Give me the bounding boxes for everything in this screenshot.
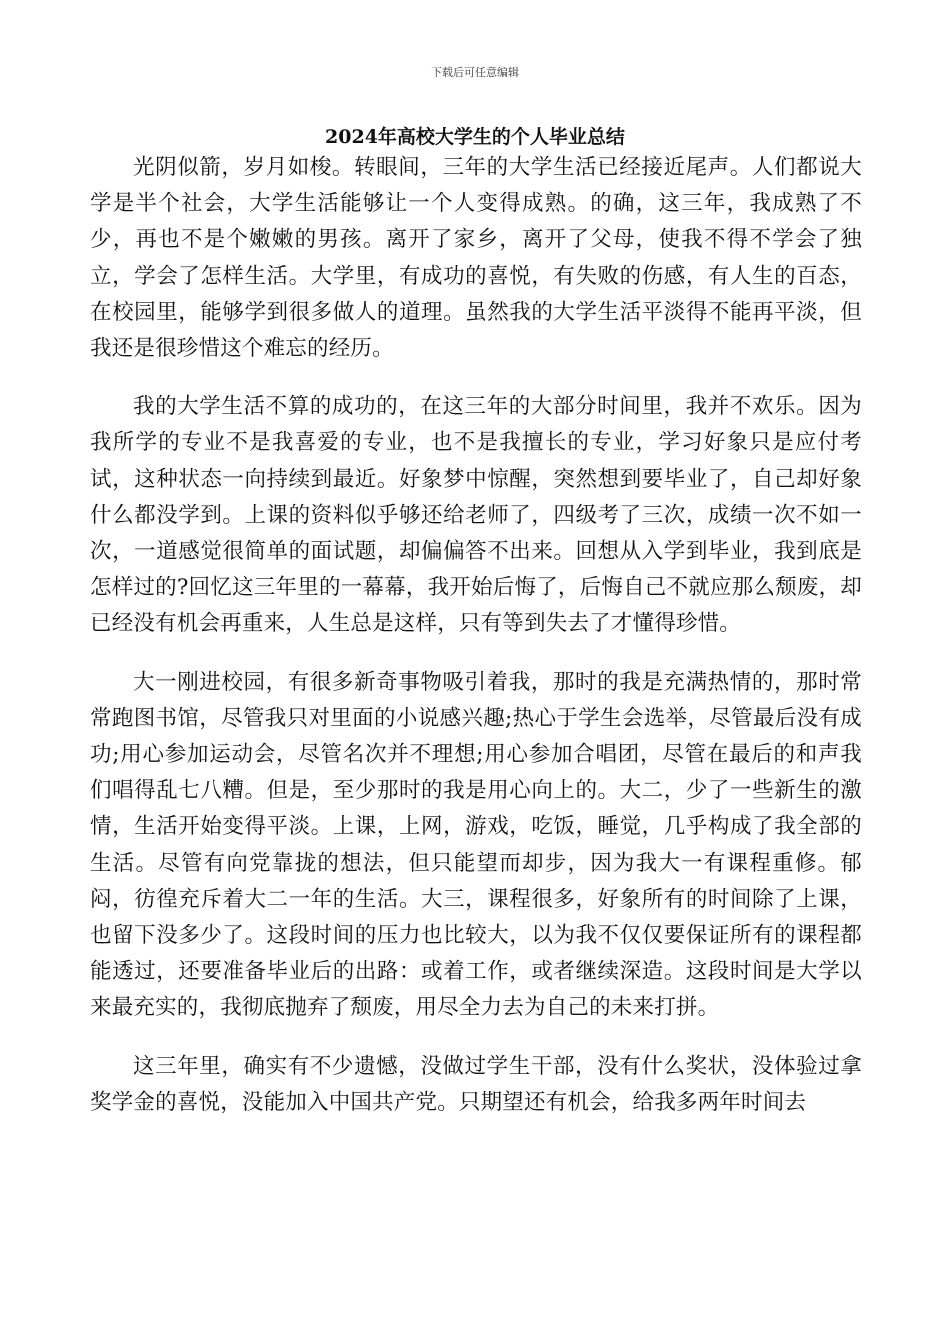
paragraph-1: 光阴似箭，岁月如梭。转眼间，三年的大学生活已经接近尾声。人们都说大学是半个社会，大学生活能够让一个人变得成熟。的确，这三年，我成熟了不少，再也不是个嫩嫩的男孩。离开了家乡，离开了父母，使我不得不学会了独立，学会了怎样生活。大学里，有成功的喜悦，有失败的伤感，有人生的百态，在校园里，能够学到很多做人的道理。虽然我的大学生活平淡得不能再平淡，但我还是很珍惜这个难忘的经历。 bbox=[90, 155, 862, 362]
paragraph-2: 我的大学生活不算的成功的，在这三年的大部分时间里，我并不欢乐。因为我所学的专业不是我喜爱的专业，也不是我擅长的专业，学习好象只是应付考试，这种状态一向持续到最近。好象梦中惊醒，突然想到要毕业了，自己却好象什么都没学到。上课的资料似乎够还给老师了，四级考了三次，成绩一次不如一次，一道感觉很简单的面试题，却偏偏答不出来。回想从入学到毕业，我到底是怎样过的?回忆这三年里的一幕幕，我开始后悔了，后悔自己不就应那么颓废，却已经没有机会再重来，人生总是这样，只有等到失去了才懂得珍惜。 bbox=[90, 394, 862, 637]
paragraph-3: 大一刚进校园，有很多新奇事物吸引着我，那时的我是充满热情的，那时常常跑图书馆，尽管我只对里面的小说感兴趣;热心于学生会选举，尽管最后没有成功;用心参加运动会，尽管名次并不理想;用心参加合唱团，尽管在最后的和声我们唱得乱七八糟。但是，至少那时的我是用心向上的。大二，少了一些新生的激情，生活开始变得平淡。上课，上网，游戏，吃饭，睡觉，几乎构成了我全部的生活。尽管有向党靠拢的想法，但只能望而却步，因为我大一有课程重修。郁闷，彷徨充斥着大二一年的生活。大三，课程很多，好象所有的时间除了上课，也留下没多少了。这段时间的压力也比较大，以为我不仅仅要保证所有的课程都能透过，还要准备毕业后的出路：或着工作，或者继续深造。这段时间是大学以来最充实的，我彻底抛弃了颓废，用尽全力去为自己的未来打拼。 bbox=[90, 669, 862, 1021]
header-note: 下载后可任意编辑 bbox=[431, 66, 519, 79]
document-body bbox=[90, 150, 862, 1143]
paragraph-4: 这三年里，确实有不少遗憾，没做过学生干部，没有什么奖状，没体验过拿奖学金的喜悦，没能加入中国共产党。只期望还有机会，给我多两年时间去 bbox=[90, 1053, 862, 1115]
document-title: 2024年高校大学生的个人毕业总结 bbox=[325, 126, 625, 148]
